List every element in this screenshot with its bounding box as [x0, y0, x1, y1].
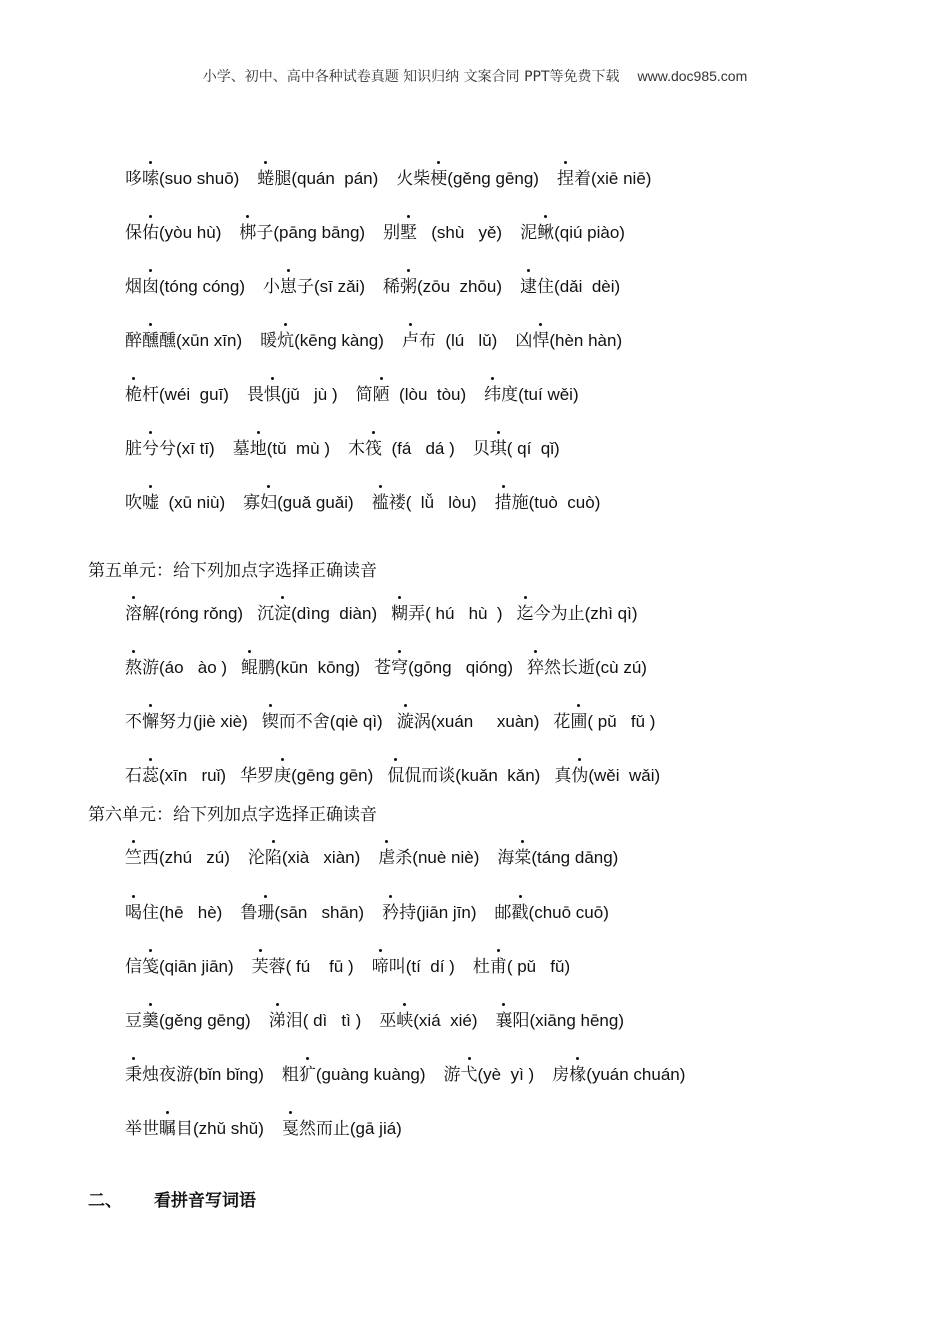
dotted-character: 啼 [371, 957, 389, 977]
pinyin-exercise-item [125, 603, 243, 625]
dotted-character: 伪 [571, 766, 589, 786]
pinyin-options: (zōu zhōu) [417, 277, 503, 296]
word-part: 然而止 [298, 1119, 350, 1139]
dotted-character: 珊 [257, 903, 275, 923]
pinyin-options: (suo shuō) [159, 169, 240, 188]
pinyin-exercise-item [356, 384, 467, 406]
pinyin-options: (sī zǎi) [314, 277, 365, 296]
dotted-character: 棠 [514, 848, 532, 868]
pinyin-options: (yuán chuán) [586, 1065, 686, 1084]
dotted-character: 逮 [520, 277, 538, 297]
dotted-character: 糊 [391, 604, 409, 624]
word-part: 凶 [515, 331, 533, 351]
word-part: 石 [125, 766, 142, 786]
dotted-character: 猝 [527, 658, 544, 678]
pinyin-exercise-item [382, 902, 476, 924]
word-part: 哆 [125, 169, 142, 189]
pinyin-exercise-item [517, 603, 638, 625]
pinyin-exercise-item [125, 330, 242, 352]
dotted-character: 溶 [125, 604, 142, 624]
word-part: 苍 [374, 658, 392, 678]
dotted-character: 崽 [280, 277, 297, 297]
dotted-character: 墅 [400, 223, 418, 243]
pinyin-exercise-item [553, 711, 655, 733]
pinyin-options: (wěi wǎi) [588, 766, 661, 785]
pinyin-exercise-item [372, 492, 477, 514]
dotted-character: 圃 [570, 712, 588, 732]
word-part: 子 [256, 223, 274, 243]
pinyin-options: (tuí wěi) [518, 385, 579, 404]
word-part: 弄 [408, 604, 426, 624]
pinyin-options: (yòu hù) [159, 223, 222, 242]
pinyin-exercise-item [125, 765, 226, 787]
dotted-character: 漩 [396, 712, 414, 732]
dotted-character: 戛 [281, 1119, 299, 1139]
word-part: 鹏 [258, 658, 276, 678]
pinyin-exercise-item [372, 956, 455, 978]
dotted-character: 侃 [387, 766, 405, 786]
pinyin-options: (jiān jīn) [416, 903, 477, 922]
unit5-title: 第五单元：给下列加点字选择正确读音 [88, 561, 377, 581]
pinyin-exercise-item [473, 956, 570, 978]
exercise-row [125, 330, 622, 352]
word-part: 别 [383, 223, 401, 243]
word-part: 巫 [379, 1011, 397, 1031]
pinyin-exercise-item [473, 438, 560, 460]
dotted-character: 熬 [125, 658, 142, 678]
dotted-character: 犷 [298, 1065, 316, 1085]
word-part: 保 [125, 223, 142, 243]
word-part: 泪 [285, 1011, 303, 1031]
pinyin-exercise-item [552, 1064, 685, 1086]
dotted-character: 羹 [142, 1011, 159, 1031]
word-part: 解 [142, 604, 159, 624]
word-part: 不 [125, 712, 142, 732]
dotted-character: 虐 [378, 848, 396, 868]
pinyin-exercise-item [495, 902, 609, 924]
word-part: 沉 [257, 604, 275, 624]
pinyin-exercise-item [252, 956, 354, 978]
pinyin-options: (qiān jiān) [159, 957, 234, 976]
pinyin-exercise-item [263, 276, 365, 298]
exercise-row [125, 657, 647, 679]
pinyin-exercise-item [125, 438, 215, 460]
pinyin-options: (dǎi dèi) [554, 277, 621, 296]
dotted-character: 笺 [142, 957, 159, 977]
word-part: 涡 [413, 712, 431, 732]
pinyin-options: (zhú zú) [159, 848, 230, 867]
dotted-character: 醺 [142, 331, 159, 351]
pinyin-exercise-item [397, 711, 540, 733]
pinyin-exercise-item [125, 956, 234, 978]
pinyin-options: (chuō cuō) [528, 903, 609, 922]
dotted-character: 地 [249, 439, 267, 459]
pinyin-exercise-item [125, 384, 229, 406]
dotted-character: 锲 [261, 712, 279, 732]
pinyin-exercise-item [125, 1064, 264, 1086]
pinyin-options: ( hú hù ) [425, 604, 503, 623]
pinyin-exercise-item [125, 222, 221, 244]
pinyin-exercise-item [257, 603, 377, 625]
word-part: 墓 [232, 439, 250, 459]
pinyin-exercise-item [383, 276, 502, 298]
pinyin-options: (gěng gēng) [447, 169, 539, 188]
pinyin-exercise-item [527, 657, 647, 679]
dotted-character: 矜 [382, 903, 400, 923]
dotted-character: 琪 [489, 439, 507, 459]
pinyin-exercise-item [444, 1064, 535, 1086]
exercise-row [125, 765, 660, 787]
pinyin-exercise-item [282, 1118, 402, 1140]
dotted-character: 卢 [401, 331, 419, 351]
word-part: 真 [554, 766, 572, 786]
word-part: 沦 [247, 848, 265, 868]
pinyin-options: (xià xiàn) [281, 848, 361, 867]
pinyin-exercise-item [374, 657, 513, 679]
dotted-character: 鲲 [241, 658, 259, 678]
word-part: 努力 [159, 712, 193, 732]
word-part: 持 [399, 903, 417, 923]
pinyin-options: (lòu tòu) [389, 385, 467, 404]
pinyin-options: (kēng kàng) [294, 331, 384, 350]
pinyin-options: (quán pán) [291, 169, 379, 188]
pinyin-exercise-item [125, 1118, 264, 1140]
dotted-character: 喝 [125, 903, 142, 923]
dotted-character: 梗 [430, 169, 448, 189]
word-part: 侃而谈 [404, 766, 456, 786]
pinyin-exercise-item [240, 765, 373, 787]
dotted-character: 捏 [556, 169, 574, 189]
header-site: www.doc985.com [637, 68, 748, 84]
word-part: 暖 [260, 331, 278, 351]
pinyin-options: (tí dí ) [405, 957, 455, 976]
pinyin-exercise-item [520, 276, 620, 298]
dotted-character: 妇 [260, 493, 278, 513]
pinyin-options: (xūn xīn) [176, 331, 243, 350]
dotted-character: 穹 [391, 658, 409, 678]
dotted-character: 甫 [489, 957, 507, 977]
dotted-character: 嗦 [142, 169, 159, 189]
pinyin-exercise-item [125, 657, 227, 679]
pinyin-exercise-item [383, 222, 502, 244]
pinyin-options: (tóng cóng) [159, 277, 245, 296]
dotted-character: 秉 [125, 1065, 142, 1085]
pinyin-options: (xiē niē) [590, 169, 652, 188]
pinyin-options: (xiá xié) [413, 1011, 478, 1030]
pinyin-options: (xiāng hēng) [529, 1011, 624, 1030]
pinyin-options: (táng dāng) [531, 848, 619, 867]
pinyin-options: (qiè qì) [329, 712, 383, 731]
pinyin-options: (lú lǔ) [435, 331, 498, 350]
dotted-character: 兮 [142, 439, 159, 459]
pinyin-exercise-item [396, 168, 539, 190]
pinyin-options: (kūn kōng) [275, 658, 361, 677]
pinyin-options: (bǐn bǐng) [193, 1065, 264, 1084]
exercise-row [125, 1118, 402, 1140]
word-part: 豆 [125, 1011, 142, 1031]
exercise-row [125, 384, 579, 406]
pinyin-options: ( qí qǐ) [506, 439, 560, 458]
word-part: 简 [355, 385, 373, 405]
pinyin-exercise-item [125, 1010, 251, 1032]
pinyin-exercise-item [554, 765, 660, 787]
pinyin-exercise-item [379, 1010, 477, 1032]
pinyin-options: (zhì qì) [584, 604, 638, 623]
pinyin-options: (gēng gēn) [291, 766, 374, 785]
dotted-character: 竺 [125, 848, 142, 868]
dotted-character: 褴 [371, 493, 389, 513]
pinyin-options: (shù yě) [417, 223, 503, 242]
pinyin-exercise-item [402, 330, 497, 352]
dotted-character: 弋 [460, 1065, 478, 1085]
word-part: 西 [142, 848, 159, 868]
word-part: 寡 [243, 493, 261, 513]
pinyin-exercise-item [282, 1064, 426, 1086]
pinyin-options: (yè yì ) [477, 1065, 535, 1084]
dotted-character: 庚 [274, 766, 292, 786]
pinyin-options: (jǔ jù ) [280, 385, 338, 404]
word-part: 吹 [125, 493, 142, 513]
pinyin-options: (wéi guī) [159, 385, 229, 404]
word-part: 花 [553, 712, 571, 732]
dotted-character: 悍 [532, 331, 550, 351]
word-part: 蓉 [268, 957, 286, 977]
pinyin-options: ( pǔ fǔ) [506, 957, 571, 976]
word-part: 兮 [159, 439, 176, 459]
word-part: 杀 [395, 848, 413, 868]
dotted-character: 纬 [484, 385, 502, 405]
word-part: 火柴 [396, 169, 431, 189]
pinyin-exercise-item [484, 384, 578, 406]
word-part: 住 [142, 903, 159, 923]
dotted-character: 鳅 [537, 223, 555, 243]
word-part: 泥 [520, 223, 538, 243]
word-part: 烟 [125, 277, 142, 297]
exercise-row [125, 222, 625, 244]
dotted-character: 峡 [396, 1011, 414, 1031]
word-part: 信 [125, 957, 142, 977]
pinyin-exercise-item [125, 168, 239, 190]
word-part: 游 [142, 658, 159, 678]
pinyin-options: (guàng kuàng) [315, 1065, 426, 1084]
pinyin-exercise-item [387, 765, 540, 787]
dotted-character: 陋 [372, 385, 390, 405]
pinyin-options: ( pǔ fǔ ) [587, 712, 656, 731]
dotted-character: 椽 [569, 1065, 587, 1085]
word-part: 海 [497, 848, 515, 868]
unit6-title: 第六单元：给下列加点字选择正确读音 [88, 805, 377, 825]
pinyin-exercise-item [239, 222, 365, 244]
pinyin-exercise-item [515, 330, 622, 352]
word-part: 畏 [246, 385, 264, 405]
pinyin-exercise-item [125, 902, 222, 924]
dotted-character: 涕 [268, 1011, 286, 1031]
dotted-character: 惧 [263, 385, 281, 405]
dotted-character: 戳 [511, 903, 529, 923]
word-part: 华罗 [240, 766, 275, 786]
word-part: 腿 [274, 169, 292, 189]
pinyin-exercise-item [260, 330, 384, 352]
word-part: 游 [443, 1065, 461, 1085]
dotted-character: 梆 [239, 223, 257, 243]
pinyin-options: (nuè niè) [412, 848, 480, 867]
dotted-character: 迄 [516, 604, 534, 624]
pinyin-options: (jiè xiè) [193, 712, 248, 731]
word-part: 木 [348, 439, 366, 459]
word-part: 而不舍 [278, 712, 330, 732]
dotted-character: 佑 [142, 223, 159, 243]
word-part: 度 [501, 385, 519, 405]
word-part: 杜 [472, 957, 490, 977]
pinyin-options: (zhǔ shǔ) [193, 1119, 264, 1138]
section-2-heading [88, 1186, 256, 1211]
pinyin-exercise-item [125, 276, 245, 298]
pinyin-options: (gōng qióng) [408, 658, 513, 677]
word-part: 稀 [383, 277, 400, 297]
dotted-character: 蕊 [142, 766, 159, 786]
pinyin-options: (xīn ruǐ) [159, 766, 227, 785]
pinyin-options: (tuò cuò) [528, 493, 601, 512]
pinyin-exercise-item [378, 847, 479, 869]
pinyin-exercise-item [125, 711, 248, 733]
word-part: 褛 [388, 493, 406, 513]
dotted-character: 囱 [142, 277, 159, 297]
word-part: 今为止 [533, 604, 585, 624]
pinyin-options: (guǎ guǎi) [277, 493, 354, 512]
pinyin-options: (tǔ mù ) [266, 439, 331, 458]
word-part: 小 [263, 277, 280, 297]
header-text: 小学、初中、高中各种试卷真题 知识归纳 文案合同 PPT等免费下载 [202, 69, 620, 85]
pinyin-exercise-item [125, 492, 225, 514]
exercise-row [125, 1064, 685, 1086]
word-part: 施 [511, 493, 529, 513]
exercise-row [125, 168, 651, 190]
exercise-row [125, 956, 570, 978]
pinyin-exercise-item [495, 1010, 624, 1032]
exercise-row [125, 902, 609, 924]
pinyin-exercise-item [495, 492, 601, 514]
pinyin-exercise-item [241, 657, 360, 679]
word-part: 着 [573, 169, 591, 189]
word-part: 醉 [125, 331, 142, 351]
pinyin-exercise-item [125, 847, 230, 869]
pinyin-options: (áo ào ) [159, 658, 228, 677]
word-part: 鲁 [240, 903, 258, 923]
dotted-character: 陷 [264, 848, 282, 868]
word-part: 脏 [125, 439, 142, 459]
word-part: 住 [537, 277, 555, 297]
exercise-row [125, 1010, 624, 1032]
word-part: 邮 [494, 903, 512, 923]
word-part: 醺 [159, 331, 176, 351]
section-2-number: 二、 [88, 1191, 122, 1211]
exercise-row [125, 492, 600, 514]
pinyin-options: (pāng bāng) [273, 223, 366, 242]
pinyin-options: (róng rǒng) [159, 604, 244, 623]
word-part: 贝 [472, 439, 490, 459]
dotted-character: 桅 [125, 385, 142, 405]
word-part: 子 [297, 277, 314, 297]
pinyin-options: (qiú piào) [554, 223, 625, 242]
pinyin-exercise-item [233, 438, 330, 460]
word-part: 杆 [142, 385, 159, 405]
dotted-character: 懈 [142, 712, 159, 732]
word-part: 粗 [281, 1065, 299, 1085]
pinyin-options: (sān shān) [274, 903, 365, 922]
pinyin-exercise-item [557, 168, 651, 190]
page-header [0, 66, 950, 86]
word-part: 叫 [388, 957, 406, 977]
pinyin-exercise-item [247, 384, 338, 406]
word-part: 房 [552, 1065, 570, 1085]
pinyin-options: (fá dá ) [382, 439, 455, 458]
pinyin-options: (cù zú) [595, 658, 647, 677]
pinyin-options: (xū niù) [159, 493, 226, 512]
pinyin-exercise-item [520, 222, 625, 244]
pinyin-options: (xī tī) [176, 439, 215, 458]
word-part: 目 [176, 1119, 193, 1139]
pinyin-exercise-item [269, 1010, 362, 1032]
pinyin-exercise-item [240, 902, 364, 924]
pinyin-exercise-item [257, 168, 378, 190]
dotted-character: 粥 [400, 277, 417, 297]
dotted-character: 瞩 [159, 1119, 176, 1139]
exercise-row [125, 438, 560, 460]
dotted-character: 筏 [365, 439, 383, 459]
section-2-title: 看拼音写词语 [154, 1191, 256, 1211]
dotted-character: 蜷 [257, 169, 275, 189]
pinyin-options: (kuǎn kǎn) [455, 766, 541, 785]
exercise-row [125, 847, 618, 869]
pinyin-options: (hèn hàn) [549, 331, 623, 350]
exercise-row [125, 603, 638, 625]
pinyin-exercise-item [243, 492, 354, 514]
dotted-character: 襄 [495, 1011, 513, 1031]
word-part: 然长逝 [544, 658, 595, 678]
word-part: 布 [418, 331, 436, 351]
exercise-row [125, 276, 620, 298]
pinyin-options: ( lǚ lòu) [405, 493, 477, 512]
pinyin-options: (dìng diàn) [291, 604, 378, 623]
pinyin-exercise-item [248, 847, 360, 869]
pinyin-options: (hē hè) [159, 903, 223, 922]
pinyin-options: ( fú fū ) [285, 957, 354, 976]
word-part: 举世 [125, 1119, 159, 1139]
dotted-character: 措 [494, 493, 512, 513]
pinyin-exercise-item [391, 603, 502, 625]
pinyin-exercise-item [348, 438, 455, 460]
dotted-character: 芙 [251, 957, 269, 977]
dotted-character: 淀 [274, 604, 292, 624]
pinyin-exercise-item [262, 711, 383, 733]
word-part: 烛夜游 [142, 1065, 193, 1085]
pinyin-options: (xuán xuàn) [430, 712, 540, 731]
pinyin-options: ( dì tì ) [302, 1011, 362, 1030]
exercise-row [125, 711, 655, 733]
dotted-character: 炕 [277, 331, 295, 351]
dotted-character: 嘘 [142, 493, 159, 513]
pinyin-options: (gěng gēng) [159, 1011, 251, 1030]
pinyin-exercise-item [497, 847, 618, 869]
word-part: 阳 [512, 1011, 530, 1031]
pinyin-options: (gā jiá) [349, 1119, 402, 1138]
